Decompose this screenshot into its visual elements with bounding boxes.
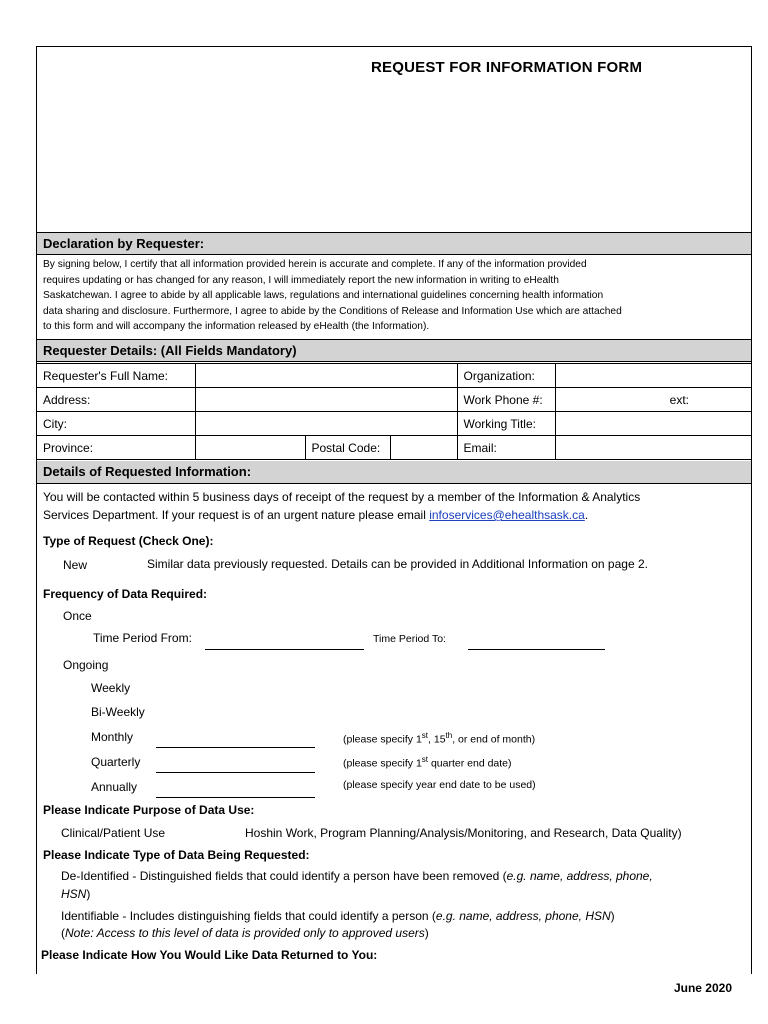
frequency-quarterly-option[interactable]: Quarterly <box>91 755 141 769</box>
time-period-from-label: Time Period From: <box>93 631 192 645</box>
contact-line-2-text: Services Department. If your request is of an urgent nature please email <box>43 508 426 522</box>
email-label: Email: <box>457 436 555 460</box>
city-field[interactable] <box>195 412 457 436</box>
footer-date: June 2020 <box>673 981 732 995</box>
annually-field[interactable] <box>156 797 315 798</box>
contact-period: . <box>584 508 589 522</box>
contact-line-2 <box>43 508 588 522</box>
form-title: REQUEST FOR INFORMATION FORM <box>371 59 643 76</box>
declaration-line: Saskatchewan. I agree to abide by all applicable laws, regulations and international guidelines concerning health information <box>43 290 604 301</box>
identifiable-text: Identifiable - Includes distinguishing fields that could identify a person ( <box>61 909 436 923</box>
requester-details-table <box>37 363 751 460</box>
frequency-once-option[interactable]: Once <box>63 609 92 623</box>
returned-label: Please Indicate How You Would Like Data Returned to You: <box>41 948 378 962</box>
frequency-weekly-option[interactable]: Weekly <box>91 681 131 695</box>
declaration-line: requires updating or has changed for any reason, I will immediately report the new information in writing to eHealth <box>43 274 559 286</box>
frequency-label: Frequency of Data Required: <box>43 587 208 601</box>
work-phone-label: Work Phone #: <box>457 388 555 412</box>
note-text: Note: Access to this level of data is provided only to approved users <box>65 926 425 940</box>
postal-code-label: Postal Code: <box>305 436 390 460</box>
address-label: Address: <box>37 388 195 412</box>
organization-label: Organization: <box>457 364 555 388</box>
time-period-from-field[interactable] <box>205 649 364 650</box>
deidentified-option[interactable] <box>61 869 653 883</box>
identifiable-example: e.g. name, address, phone, HSN <box>435 909 611 923</box>
frequency-biweekly-option[interactable]: Bi-Weekly <box>91 705 145 719</box>
time-period-to-label: Time Period To: <box>373 633 446 645</box>
purpose-label: Please Indicate Purpose of Data Use: <box>43 803 255 817</box>
purpose-clinical-option[interactable]: Clinical/Patient Use <box>61 826 166 840</box>
identifiable-note <box>61 926 429 940</box>
address-field[interactable] <box>195 388 457 412</box>
province-field[interactable] <box>195 436 305 460</box>
declaration-line: to this form and will accompany the information released by eHealth (the Information). <box>43 321 430 332</box>
identifiable-option[interactable] <box>61 909 615 923</box>
working-title-field[interactable] <box>555 412 751 436</box>
monthly-note-sup-2: th <box>445 731 453 740</box>
deidentified-close: ) <box>86 887 91 901</box>
request-similar-option[interactable]: Similar data previously requested. Details can be provided in Additional Information on page 2. <box>147 557 648 571</box>
monthly-note-a: (please specify 1 <box>343 733 422 746</box>
note-close: ) <box>424 926 429 940</box>
declaration-line: By signing below, I certify that all information provided herein is accurate and complete. If any of the information provided <box>43 259 587 270</box>
deidentified-example: e.g. name, address, phone, <box>506 869 653 883</box>
postal-code-field[interactable] <box>390 436 457 460</box>
quarterly-field[interactable] <box>156 772 315 773</box>
monthly-note-sup-1: st <box>421 731 429 740</box>
deidentified-continued <box>61 887 90 901</box>
monthly-note-b: , 15 <box>428 733 446 746</box>
quarterly-note-sup: st <box>421 755 429 764</box>
monthly-note <box>343 731 535 746</box>
quarterly-note-a: (please specify 1 <box>343 757 422 770</box>
requester-header: Requester Details: (All Fields Mandatory) <box>37 339 751 362</box>
note-open: ( <box>61 926 65 940</box>
purpose-hoshin-option[interactable]: Hoshin Work, Program Planning/Analysis/Monitoring, and Research, Data Quality) <box>245 826 682 840</box>
quarterly-note-b: quarter end date) <box>428 757 512 770</box>
quarterly-note <box>343 755 512 770</box>
request-new-option[interactable]: New <box>63 558 88 572</box>
deidentified-text: De-Identified - Distinguished fields that could identify a person have been removed ( <box>61 869 507 883</box>
form-frame <box>36 46 752 974</box>
identifiable-close: ) <box>610 909 615 923</box>
full-name-label: Requester's Full Name: <box>37 364 195 388</box>
contact-email-link[interactable]: infoservices@ehealthsask.ca <box>429 508 585 522</box>
monthly-note-c: , or end of month) <box>452 733 536 746</box>
contact-line-1: You will be contacted within 5 business days of receipt of the request by a member of the Information & Analytics <box>43 490 641 504</box>
time-period-to-field[interactable] <box>468 649 605 650</box>
working-title-label: Working Title: <box>457 412 555 436</box>
deidentified-hsn: HSN <box>61 887 87 901</box>
frequency-annually-option[interactable]: Annually <box>91 780 138 794</box>
frequency-monthly-option[interactable]: Monthly <box>91 730 134 744</box>
declaration-line: data sharing and disclosure. Furthermore, I agree to abide by the Conditions of Release and Information Use which are attached <box>43 305 622 317</box>
email-field[interactable] <box>555 436 751 460</box>
declaration-text <box>43 257 743 335</box>
full-name-field[interactable] <box>195 364 457 388</box>
ext-label: ext: <box>669 392 689 407</box>
data-type-label: Please Indicate Type of Data Being Requested: <box>43 848 310 862</box>
work-phone-field[interactable] <box>555 388 751 412</box>
declaration-header: Declaration by Requester: <box>37 232 751 255</box>
annually-note: (please specify year end date to be used) <box>343 779 536 791</box>
city-label: City: <box>37 412 195 436</box>
monthly-field[interactable] <box>156 747 315 748</box>
type-of-request-label: Type of Request (Check One): <box>43 534 214 548</box>
frequency-ongoing-option[interactable]: Ongoing <box>63 658 109 672</box>
province-label: Province: <box>37 436 195 460</box>
organization-field[interactable] <box>555 364 751 388</box>
details-header: Details of Requested Information: <box>37 461 751 484</box>
